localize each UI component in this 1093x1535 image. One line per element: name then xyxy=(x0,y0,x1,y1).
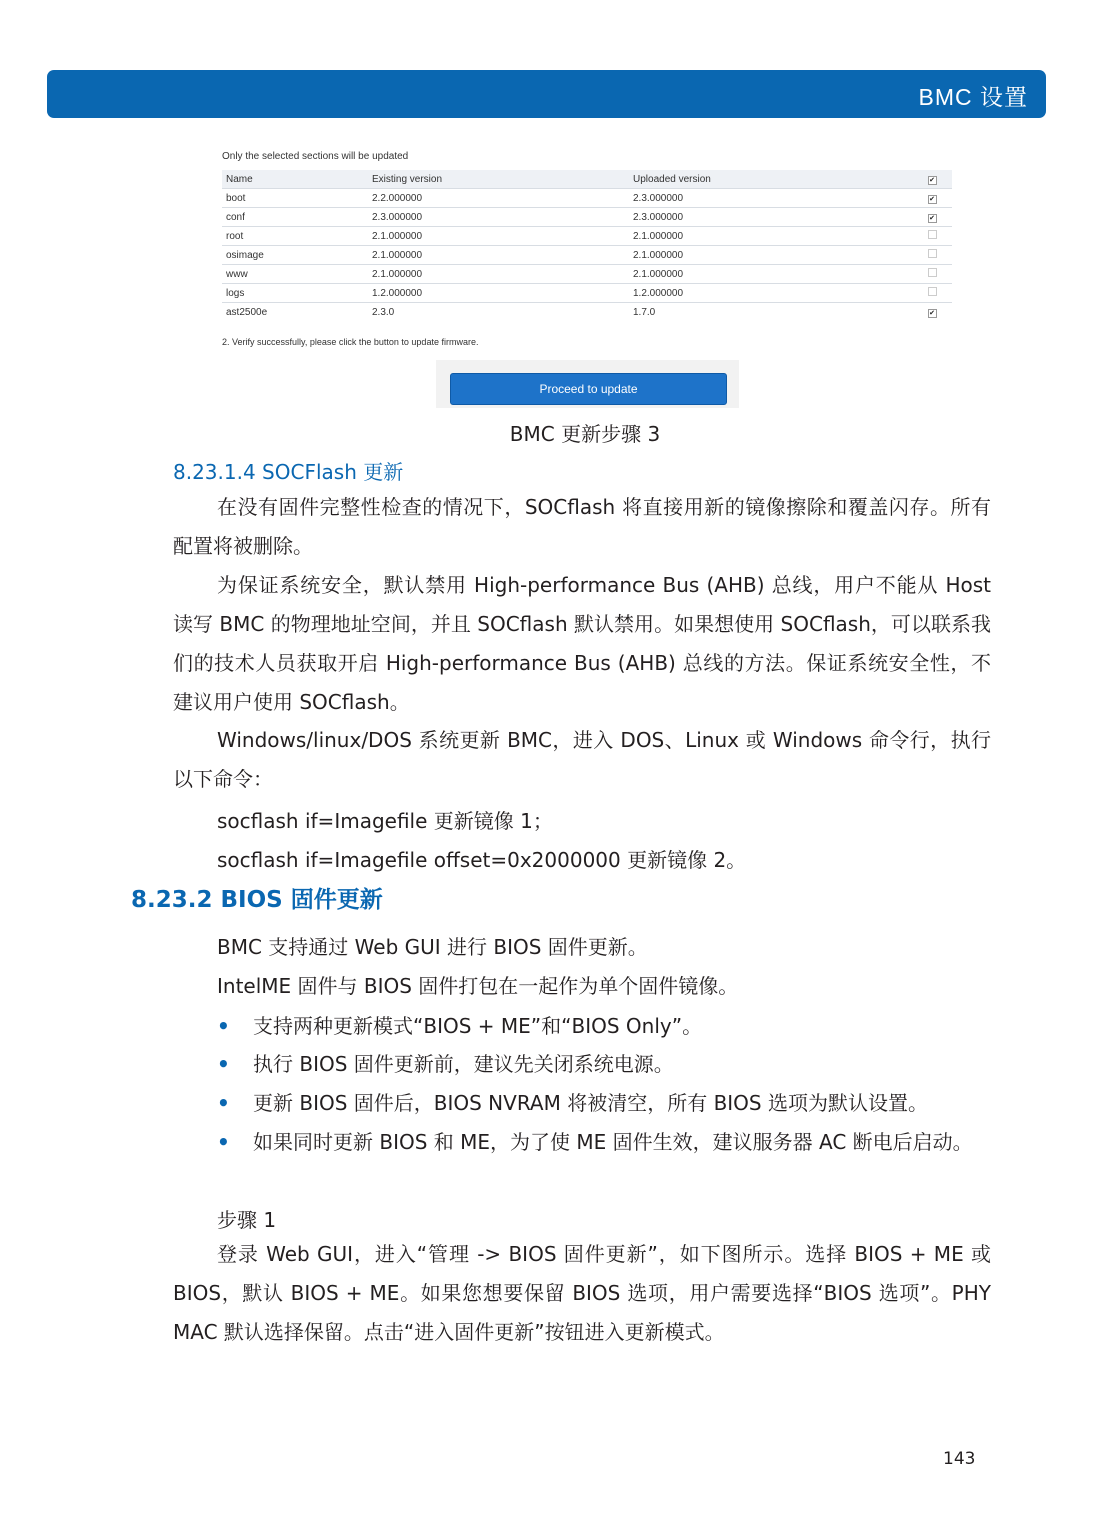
bullet-icon: • xyxy=(217,1052,230,1076)
cell-existing-version: 2.3.000000 xyxy=(368,208,629,227)
section-checkbox[interactable]: ✔ xyxy=(912,189,952,208)
list-item-text: 如果同时更新 BIOS 和 ME，为了使 ME 固件生效，建议服务器 AC 断电后启动。 xyxy=(253,1130,973,1154)
cell-uploaded-version: 2.1.000000 xyxy=(629,246,912,265)
table-row xyxy=(222,284,952,303)
section-heading-socflash: 8.23.1.4 SOCFlash 更新 xyxy=(173,460,404,484)
command-line-1: socflash if=Imagefile 更新镜像 1； xyxy=(217,809,553,833)
bullet-icon: • xyxy=(217,1091,230,1115)
header-band xyxy=(47,70,1046,118)
select-all-checkbox[interactable]: ✔ xyxy=(912,170,952,189)
col-name: Name xyxy=(222,170,368,189)
step-label: 步骤 1 xyxy=(217,1208,277,1232)
cell-existing-version: 1.2.000000 xyxy=(368,284,629,303)
cell-uploaded-version: 2.3.000000 xyxy=(629,189,912,208)
cell-uploaded-version: 1.2.000000 xyxy=(629,284,912,303)
cell-uploaded-version: 1.7.0 xyxy=(629,303,912,322)
firmware-sections-table xyxy=(222,170,952,321)
paragraph-socflash-intro: 在没有固件完整性检查的情况下，SOCflash 将直接用新的镜像擦除和覆盖闪存。所有配置将被删除。 xyxy=(173,495,991,558)
cell-uploaded-version: 2.1.000000 xyxy=(629,227,912,246)
table-row xyxy=(222,227,952,246)
header-title: BMC 设置 xyxy=(918,84,1028,110)
col-uploaded-version: Uploaded version xyxy=(629,170,912,189)
selected-sections-note: Only the selected sections will be updated xyxy=(222,151,409,162)
list-item-text: 执行 BIOS 固件更新前，建议先关闭系统电源。 xyxy=(253,1052,674,1076)
cell-uploaded-version: 2.3.000000 xyxy=(629,208,912,227)
list-item-text: 支持两种更新模式“BIOS + ME”和“BIOS Only”。 xyxy=(253,1014,703,1038)
table-row xyxy=(222,189,952,208)
cell-name: ast2500e xyxy=(222,303,368,322)
cell-existing-version: 2.2.000000 xyxy=(368,189,629,208)
section-checkbox[interactable]: ✔ xyxy=(912,303,952,322)
cell-name: osimage xyxy=(222,246,368,265)
cell-existing-version: 2.1.000000 xyxy=(368,246,629,265)
verify-message: 2. Verify successfully, please click the button to update firmware. xyxy=(222,337,479,347)
table-row xyxy=(222,208,952,227)
cell-name: conf xyxy=(222,208,368,227)
cell-existing-version: 2.3.0 xyxy=(368,303,629,322)
cell-name: www xyxy=(222,265,368,284)
figure-caption: BMC 更新步骤 3 xyxy=(509,422,661,446)
section-checkbox[interactable]: ✔ xyxy=(912,208,952,227)
section-checkbox[interactable] xyxy=(912,227,952,246)
cell-name: root xyxy=(222,227,368,246)
bios-line-1: BMC 支持通过 Web GUI 进行 BIOS 固件更新。 xyxy=(217,935,648,959)
list-item xyxy=(217,1048,674,1077)
paragraph-socflash-security: 为保证系统安全，默认禁用 High-performance Bus (AHB) 总线，用户不能从 Host 读写 BMC 的物理地址空间，并且 SOCflash 默认禁用。如果想使用 SOCflash，可以联系我们的技术人员获取开启 High-performance Bus (AHB) 总线的方法。保证系统安全性，不建议用户使用 SOCflash。 xyxy=(173,573,991,714)
bullet-icon: • xyxy=(217,1130,230,1154)
list-item xyxy=(217,1010,702,1039)
cell-name: logs xyxy=(222,284,368,303)
cell-name: boot xyxy=(222,189,368,208)
cell-existing-version: 2.1.000000 xyxy=(368,227,629,246)
paragraph-socflash-command-intro: Windows/linux/DOS 系统更新 BMC，进入 DOS、Linux 或 Windows 命令行，执行以下命令： xyxy=(173,728,991,791)
cell-existing-version: 2.1.000000 xyxy=(368,265,629,284)
bullet-icon: • xyxy=(217,1014,230,1038)
section-checkbox[interactable] xyxy=(912,246,952,265)
firmware-update-screenshot xyxy=(222,150,957,396)
proceed-to-update-button[interactable]: Proceed to update xyxy=(450,373,727,405)
table-row xyxy=(222,303,952,322)
table-header-row xyxy=(222,170,952,189)
col-existing-version: Existing version xyxy=(368,170,629,189)
proceed-button-area xyxy=(436,360,739,408)
command-line-2: socflash if=Imagefile offset=0x2000000 更新镜像 2。 xyxy=(217,848,747,872)
list-item-text: 更新 BIOS 固件后，BIOS NVRAM 将被清空，所有 BIOS 选项为默认设置。 xyxy=(253,1091,928,1115)
list-item xyxy=(217,1126,973,1155)
section-checkbox[interactable] xyxy=(912,265,952,284)
page-number: 143 xyxy=(943,1449,976,1469)
section-checkbox[interactable] xyxy=(912,284,952,303)
cell-uploaded-version: 2.1.000000 xyxy=(629,265,912,284)
paragraph-step-1: 登录 Web GUI，进入“管理 -> BIOS 固件更新”，如下图所示。选择 BIOS + ME 或 BIOS，默认 BIOS + ME。如果您想要保留 BIOS 选项，用户需要选择“BIOS 选项”。PHY MAC 默认选择保留。点击“进入固件更新”按钮进入更新模式。 xyxy=(173,1242,991,1344)
table-row xyxy=(222,265,952,284)
table-row xyxy=(222,246,952,265)
bios-line-2: IntelME 固件与 BIOS 固件打包在一起作为单个固件镜像。 xyxy=(217,974,739,998)
section-heading-bios: 8.23.2 BIOS 固件更新 xyxy=(131,887,383,913)
list-item xyxy=(217,1087,928,1116)
